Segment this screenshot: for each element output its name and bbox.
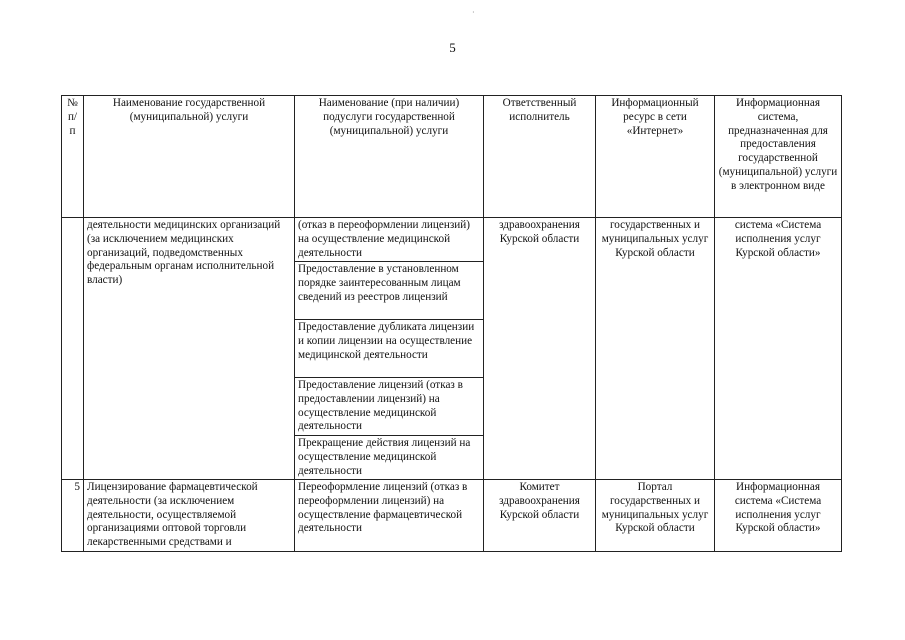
services-table	[61, 95, 842, 552]
cell-executor: Комитет здравоохранения Курской области	[484, 480, 596, 552]
header-system: Информационная система, предназначенная для предоставления государственной (муниципальной) услуги в электронном виде	[715, 96, 842, 218]
cell-service: Лицензирование фармацевтической деятельности (за исключением деятельности, осуществляемой организациями оптовой торговли лекарственными средствами и	[84, 480, 295, 552]
header-resource: Информационный ресурс в сети «Интернет»	[596, 96, 715, 218]
cell-resource: Портал государственных и муниципальных услуг Курской области	[596, 480, 715, 552]
header-service: Наименование государственной (муниципальной) услуги	[84, 96, 295, 218]
cell-subservice: Предоставление лицензий (отказ в предоставлении лицензий) на осуществление медицинской деятельности	[295, 378, 484, 436]
page-mark: ·	[472, 8, 475, 17]
cell-subservice: Предоставление в установленном порядке заинтересованным лицам сведений из реестров лицензий	[295, 262, 484, 320]
header-num: № п/п	[62, 96, 84, 218]
cell-subservice: Прекращение действия лицензий на осуществление медицинской деятельности	[295, 436, 484, 480]
cell-num: 5	[62, 480, 84, 552]
cell-executor: здравоохранения Курской области	[484, 218, 596, 480]
cell-num	[62, 218, 84, 480]
cell-system: система «Система исполнения услуг Курской области»	[715, 218, 842, 480]
cell-subservice: Предоставление дубликата лицензии и копии лицензии на осуществление медицинской деятельности	[295, 320, 484, 378]
cell-subservice: Переоформление лицензий (отказ в переоформлении лицензий) на осуществление фармацевтической деятельности	[295, 480, 484, 552]
header-subservice: Наименование (при наличии) подуслуги государственной (муниципальной) услуги	[295, 96, 484, 218]
table-row	[62, 480, 842, 552]
cell-resource: государственных и муниципальных услуг Курской области	[596, 218, 715, 480]
header-executor: Ответственный исполнитель	[484, 96, 596, 218]
table-row	[62, 218, 842, 262]
page-number: 5	[449, 40, 456, 55]
header-row	[62, 96, 842, 218]
cell-subservice: (отказ в переоформлении лицензий) на осуществление медицинской деятельности	[295, 218, 484, 262]
cell-service: деятельности медицинских организаций (за исключением медицинских организаций, подведомственных федеральным органам исполнительной власти)	[84, 218, 295, 480]
cell-system: Информационная система «Система исполнения услуг Курской области»	[715, 480, 842, 552]
